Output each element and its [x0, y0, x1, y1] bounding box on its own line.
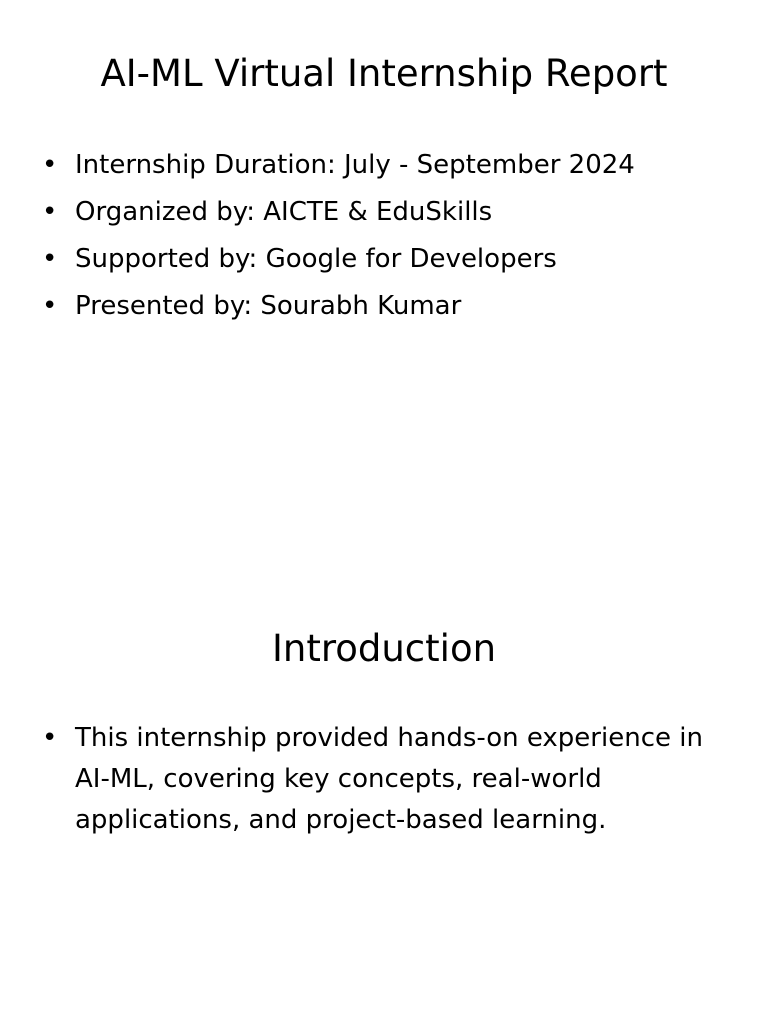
slide-1-title: AI-ML Virtual Internship Report	[100, 52, 668, 95]
bullet-text: Internship Duration: July - September 2024	[75, 150, 635, 180]
bullet-text: This internship provided hands-on experience in AI-ML, covering key concepts, real-world applications, and project-based learning.	[75, 723, 703, 835]
bullet-organized-by	[42, 189, 732, 236]
bullet-icon: •	[42, 291, 58, 321]
bullet-introduction-text	[42, 718, 722, 841]
bullet-text: Organized by: AICTE & EduSkills	[75, 197, 493, 227]
bullet-icon: •	[42, 244, 58, 274]
slide-1-bullet-list	[42, 142, 732, 330]
bullet-icon: •	[42, 723, 58, 753]
bullet-internship-duration	[42, 142, 732, 189]
bullet-icon: •	[42, 150, 58, 180]
bullet-supported-by	[42, 236, 732, 283]
slide-2-bullet-list	[42, 718, 732, 841]
bullet-presented-by	[42, 283, 732, 330]
slide-introduction	[0, 512, 768, 1024]
bullet-icon: •	[42, 197, 58, 227]
bullet-text: Supported by: Google for Developers	[75, 244, 557, 274]
slide-2-title: Introduction	[271, 627, 497, 670]
bullet-text: Presented by: Sourabh Kumar	[75, 291, 462, 321]
